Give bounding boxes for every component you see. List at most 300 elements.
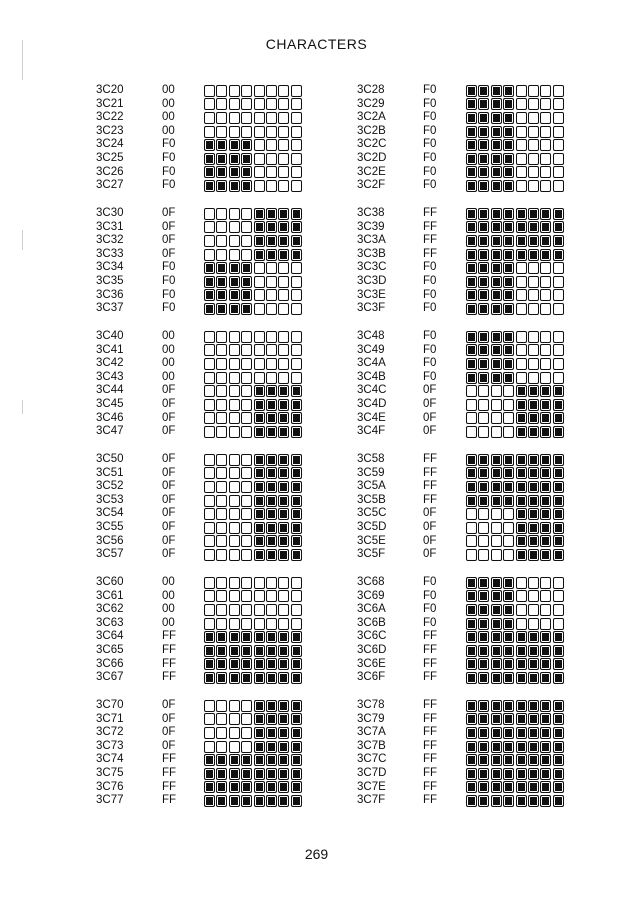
- pixel-off: [516, 112, 527, 124]
- address-label: 3C75: [96, 766, 124, 779]
- pixel-off: [553, 590, 564, 602]
- pixel-on: [528, 727, 539, 739]
- pixel-off: [254, 331, 265, 343]
- pixel-on: [466, 208, 477, 220]
- hex-value: 00: [162, 576, 175, 588]
- pixel-on: [540, 208, 551, 220]
- hex-value: F0: [423, 84, 437, 96]
- hex-value: 0F: [162, 247, 176, 260]
- pixel-on: [528, 426, 539, 438]
- hex-value: 0F: [162, 425, 176, 438]
- address-label: 3C38: [357, 207, 385, 219]
- pixel-off: [278, 153, 289, 165]
- hex-value: 00: [162, 97, 175, 110]
- pixel-on: [503, 276, 514, 288]
- pixel-on: [266, 399, 277, 411]
- hex-value: 0F: [162, 507, 176, 520]
- pixel-on: [528, 454, 539, 466]
- pixel-off: [278, 372, 289, 384]
- pixel-on: [266, 658, 277, 670]
- pixel-on: [516, 454, 527, 466]
- address-label: 3C53: [96, 493, 124, 506]
- pixel-on: [553, 672, 564, 684]
- pixel-off: [278, 331, 289, 343]
- address-label: 3C41: [96, 343, 124, 356]
- hex-value: FF: [423, 480, 438, 493]
- address-label: 3C52: [96, 480, 124, 493]
- pixel-on: [540, 385, 551, 397]
- pixel-off: [229, 549, 240, 561]
- pixel-on: [540, 399, 551, 411]
- pixel-on: [254, 508, 265, 520]
- pixel-off: [229, 372, 240, 384]
- pixel-on: [553, 713, 564, 725]
- address-label: 3C69: [357, 589, 385, 602]
- pixel-on: [254, 741, 265, 753]
- hex-value: FF: [162, 794, 177, 807]
- pixel-on: [516, 795, 527, 807]
- pixel-on: [516, 221, 527, 233]
- pixel-off: [528, 358, 539, 370]
- bitmap-grid: [466, 330, 565, 439]
- pixel-off: [516, 358, 527, 370]
- pixel-off: [229, 249, 240, 261]
- pixel-off: [540, 303, 551, 315]
- pixel-off: [254, 358, 265, 370]
- pixel-on: [528, 645, 539, 657]
- pixel-on: [491, 331, 502, 343]
- address-label: 3C77: [96, 794, 124, 807]
- pixel-off: [528, 618, 539, 630]
- pixel-off: [278, 358, 289, 370]
- hex-value: FF: [423, 247, 438, 260]
- pixel-on: [478, 372, 489, 384]
- pixel-on: [503, 112, 514, 124]
- hex-value: 0F: [423, 534, 437, 547]
- pixel-on: [466, 768, 477, 780]
- hex-value: 00: [162, 330, 175, 342]
- pixel-on: [466, 467, 477, 479]
- pixel-off: [241, 700, 252, 712]
- address-column: [96, 453, 124, 562]
- pixel-on: [229, 180, 240, 192]
- pixel-off: [266, 180, 277, 192]
- hex-value-column: [162, 207, 175, 316]
- pixel-on: [503, 235, 514, 247]
- pixel-off: [528, 112, 539, 124]
- pixel-off: [266, 126, 277, 138]
- address-column: [96, 207, 124, 316]
- pixel-on: [466, 344, 477, 356]
- address-column: [96, 699, 124, 808]
- hex-value: FF: [423, 766, 438, 779]
- pixel-on: [540, 508, 551, 520]
- pixel-on: [491, 372, 502, 384]
- address-label: 3C45: [96, 397, 124, 410]
- pixel-on: [516, 508, 527, 520]
- hex-value: F0: [423, 330, 437, 342]
- pixel-on: [478, 358, 489, 370]
- pixel-off: [291, 358, 302, 370]
- pixel-off: [540, 112, 551, 124]
- hex-value: 0F: [162, 397, 176, 410]
- pixel-on: [553, 535, 564, 547]
- pixel-on: [478, 658, 489, 670]
- pixel-on: [540, 522, 551, 534]
- pixel-off: [229, 235, 240, 247]
- pixel-off: [216, 221, 227, 233]
- pixel-on: [241, 754, 252, 766]
- pixel-on: [503, 590, 514, 602]
- hex-value: FF: [162, 671, 177, 684]
- pixel-on: [254, 658, 265, 670]
- pixel-on: [491, 358, 502, 370]
- pixel-off: [528, 344, 539, 356]
- pixel-off: [254, 180, 265, 192]
- pixel-off: [278, 344, 289, 356]
- pixel-off: [503, 522, 514, 534]
- address-label: 3C4C: [357, 384, 387, 397]
- address-label: 3C50: [96, 453, 124, 465]
- pixel-on: [491, 467, 502, 479]
- address-label: 3C4E: [357, 411, 386, 424]
- pixel-on: [216, 795, 227, 807]
- pixel-on: [540, 426, 551, 438]
- hex-value-column: [423, 330, 436, 439]
- pixel-on: [491, 153, 502, 165]
- pixel-off: [216, 249, 227, 261]
- pixel-on: [516, 495, 527, 507]
- margin-mark: [22, 230, 23, 250]
- pixel-on: [540, 795, 551, 807]
- pixel-on: [216, 768, 227, 780]
- pixel-on: [204, 768, 215, 780]
- hex-value: F0: [423, 370, 437, 383]
- pixel-on: [503, 727, 514, 739]
- address-label: 3C3A: [357, 234, 386, 247]
- pixel-off: [241, 385, 252, 397]
- pixel-off: [204, 508, 215, 520]
- pixel-off: [216, 618, 227, 630]
- pixel-on: [266, 454, 277, 466]
- address-label: 3C49: [357, 343, 385, 356]
- pixel-off: [266, 112, 277, 124]
- pixel-on: [528, 399, 539, 411]
- address-label: 3C72: [96, 726, 124, 739]
- pixel-off: [266, 276, 277, 288]
- pixel-off: [254, 166, 265, 178]
- hex-value: F0: [423, 357, 437, 370]
- pixel-off: [204, 358, 215, 370]
- pixel-off: [528, 139, 539, 151]
- pixel-on: [216, 139, 227, 151]
- margin-mark: [22, 400, 23, 414]
- address-label: 3C42: [96, 357, 124, 370]
- address-label: 3C25: [96, 151, 124, 164]
- address-label: 3C36: [96, 288, 124, 301]
- hex-value: 00: [162, 589, 175, 602]
- pixel-on: [540, 700, 551, 712]
- pixel-off: [266, 153, 277, 165]
- pixel-off: [278, 577, 289, 589]
- pixel-off: [229, 467, 240, 479]
- pixel-on: [466, 727, 477, 739]
- hex-value: F0: [423, 603, 437, 616]
- pixel-off: [516, 98, 527, 110]
- address-label: 3C5A: [357, 480, 386, 493]
- pixel-off: [254, 289, 265, 301]
- pixel-on: [553, 645, 564, 657]
- address-label: 3C24: [96, 138, 124, 151]
- pixel-on: [466, 495, 477, 507]
- pixel-on: [466, 481, 477, 493]
- pixel-on: [266, 481, 277, 493]
- pixel-on: [516, 658, 527, 670]
- address-label: 3C70: [96, 699, 124, 711]
- hex-value: FF: [423, 780, 438, 793]
- pixel-on: [503, 768, 514, 780]
- pixel-on: [216, 781, 227, 793]
- address-label: 3C29: [357, 97, 385, 110]
- address-label: 3C74: [96, 753, 124, 766]
- address-label: 3C3B: [357, 247, 386, 260]
- pixel-off: [216, 604, 227, 616]
- pixel-off: [540, 153, 551, 165]
- pixel-on: [278, 221, 289, 233]
- pixel-on: [266, 249, 277, 261]
- pixel-on: [491, 235, 502, 247]
- hex-value-column: [162, 84, 175, 193]
- pixel-on: [204, 166, 215, 178]
- pixel-off: [254, 344, 265, 356]
- address-label: 3C71: [96, 712, 124, 725]
- pixel-on: [491, 590, 502, 602]
- pixel-on: [254, 535, 265, 547]
- pixel-on: [516, 781, 527, 793]
- hex-value: 0F: [162, 207, 176, 219]
- pixel-off: [466, 385, 477, 397]
- pixel-on: [466, 276, 477, 288]
- pixel-on: [266, 754, 277, 766]
- hex-value: 0F: [162, 466, 176, 479]
- pixel-off: [204, 535, 215, 547]
- pixel-on: [466, 126, 477, 138]
- address-label: 3C4D: [357, 397, 387, 410]
- pixel-on: [204, 289, 215, 301]
- pixel-off: [204, 467, 215, 479]
- pixel-off: [229, 426, 240, 438]
- address-label: 3C39: [357, 220, 385, 233]
- pixel-on: [478, 795, 489, 807]
- pixel-on: [528, 535, 539, 547]
- pixel-off: [229, 700, 240, 712]
- pixel-on: [229, 645, 240, 657]
- hex-value: 00: [162, 111, 175, 124]
- pixel-on: [516, 672, 527, 684]
- address-label: 3C26: [96, 165, 124, 178]
- pixel-on: [291, 781, 302, 793]
- pixel-on: [503, 85, 514, 97]
- pixel-off: [254, 98, 265, 110]
- pixel-on: [528, 781, 539, 793]
- pixel-off: [254, 303, 265, 315]
- pixel-off: [266, 289, 277, 301]
- pixel-on: [254, 795, 265, 807]
- pixel-off: [204, 618, 215, 630]
- pixel-off: [241, 221, 252, 233]
- pixel-off: [528, 166, 539, 178]
- pixel-off: [553, 139, 564, 151]
- pixel-on: [478, 481, 489, 493]
- pixel-on: [291, 631, 302, 643]
- hex-value: F0: [423, 124, 437, 137]
- pixel-on: [216, 658, 227, 670]
- address-label: 3C7A: [357, 726, 386, 739]
- pixel-on: [291, 713, 302, 725]
- pixel-on: [204, 754, 215, 766]
- pixel-on: [503, 249, 514, 261]
- pixel-on: [216, 276, 227, 288]
- pixel-on: [478, 221, 489, 233]
- hex-value: F0: [162, 138, 176, 151]
- pixel-on: [528, 522, 539, 534]
- pixel-on: [254, 208, 265, 220]
- pixel-off: [229, 221, 240, 233]
- page-title: CHARACTERS: [265, 36, 368, 52]
- address-label: 3C2F: [357, 179, 386, 192]
- pixel-off: [216, 454, 227, 466]
- pixel-on: [491, 208, 502, 220]
- pixel-on: [540, 768, 551, 780]
- pixel-off: [291, 604, 302, 616]
- pixel-off: [204, 235, 215, 247]
- pixel-on: [491, 112, 502, 124]
- pixel-on: [491, 454, 502, 466]
- pixel-on: [241, 631, 252, 643]
- pixel-off: [266, 372, 277, 384]
- pixel-off: [553, 618, 564, 630]
- pixel-off: [278, 85, 289, 97]
- pixel-off: [291, 372, 302, 384]
- hex-value: FF: [423, 466, 438, 479]
- pixel-on: [553, 221, 564, 233]
- pixel-on: [478, 454, 489, 466]
- hex-value: 00: [162, 343, 175, 356]
- pixel-on: [278, 549, 289, 561]
- pixel-off: [229, 508, 240, 520]
- pixel-on: [528, 672, 539, 684]
- pixel-on: [466, 262, 477, 274]
- pixel-on: [266, 768, 277, 780]
- address-label: 3C57: [96, 548, 124, 561]
- pixel-off: [291, 618, 302, 630]
- pixel-on: [266, 235, 277, 247]
- pixel-on: [241, 153, 252, 165]
- pixel-off: [266, 358, 277, 370]
- pixel-off: [291, 262, 302, 274]
- pixel-on: [491, 85, 502, 97]
- pixel-on: [216, 303, 227, 315]
- address-label: 3C2A: [357, 111, 386, 124]
- bitmap-grid: [466, 207, 565, 316]
- pixel-off: [478, 535, 489, 547]
- pixel-off: [553, 372, 564, 384]
- address-label: 3C32: [96, 234, 124, 247]
- pixel-on: [503, 713, 514, 725]
- hex-value: F0: [162, 302, 176, 315]
- pixel-off: [229, 741, 240, 753]
- pixel-off: [291, 166, 302, 178]
- pixel-on: [553, 235, 564, 247]
- pixel-off: [516, 604, 527, 616]
- pixel-off: [216, 549, 227, 561]
- pixel-on: [478, 768, 489, 780]
- pixel-on: [503, 126, 514, 138]
- pixel-off: [241, 454, 252, 466]
- hex-value-column: [162, 699, 176, 808]
- pixel-off: [204, 590, 215, 602]
- pixel-on: [491, 180, 502, 192]
- pixel-off: [553, 153, 564, 165]
- hex-value: 00: [162, 603, 175, 616]
- pixel-off: [553, 358, 564, 370]
- address-label: 3C27: [96, 179, 124, 192]
- address-column: [357, 84, 386, 193]
- pixel-on: [528, 768, 539, 780]
- pixel-off: [204, 126, 215, 138]
- pixel-off: [241, 590, 252, 602]
- hex-value: F0: [423, 261, 437, 274]
- pixel-on: [491, 577, 502, 589]
- pixel-off: [516, 262, 527, 274]
- pixel-on: [516, 481, 527, 493]
- pixel-on: [266, 426, 277, 438]
- address-label: 3C31: [96, 220, 124, 233]
- pixel-on: [516, 235, 527, 247]
- pixel-off: [204, 426, 215, 438]
- hex-value-column: [423, 699, 437, 808]
- pixel-on: [503, 454, 514, 466]
- pixel-off: [466, 535, 477, 547]
- hex-value: FF: [423, 726, 438, 739]
- pixel-on: [216, 153, 227, 165]
- pixel-on: [528, 700, 539, 712]
- pixel-off: [229, 344, 240, 356]
- pixel-off: [516, 166, 527, 178]
- pixel-off: [216, 208, 227, 220]
- pixel-off: [291, 180, 302, 192]
- hex-value: 00: [162, 84, 175, 96]
- pixel-on: [278, 795, 289, 807]
- pixel-off: [503, 385, 514, 397]
- pixel-on: [278, 412, 289, 424]
- pixel-on: [491, 344, 502, 356]
- pixel-on: [528, 495, 539, 507]
- pixel-on: [540, 727, 551, 739]
- pixel-off: [291, 139, 302, 151]
- address-column: [96, 576, 124, 685]
- address-label: 3C66: [96, 657, 124, 670]
- hex-value: F0: [423, 576, 437, 588]
- address-label: 3C3E: [357, 288, 386, 301]
- pixel-off: [229, 208, 240, 220]
- pixel-off: [291, 577, 302, 589]
- address-label: 3C51: [96, 466, 124, 479]
- address-label: 3C5C: [357, 507, 387, 520]
- pixel-on: [503, 577, 514, 589]
- pixel-on: [241, 289, 252, 301]
- hex-value: 0F: [162, 493, 176, 506]
